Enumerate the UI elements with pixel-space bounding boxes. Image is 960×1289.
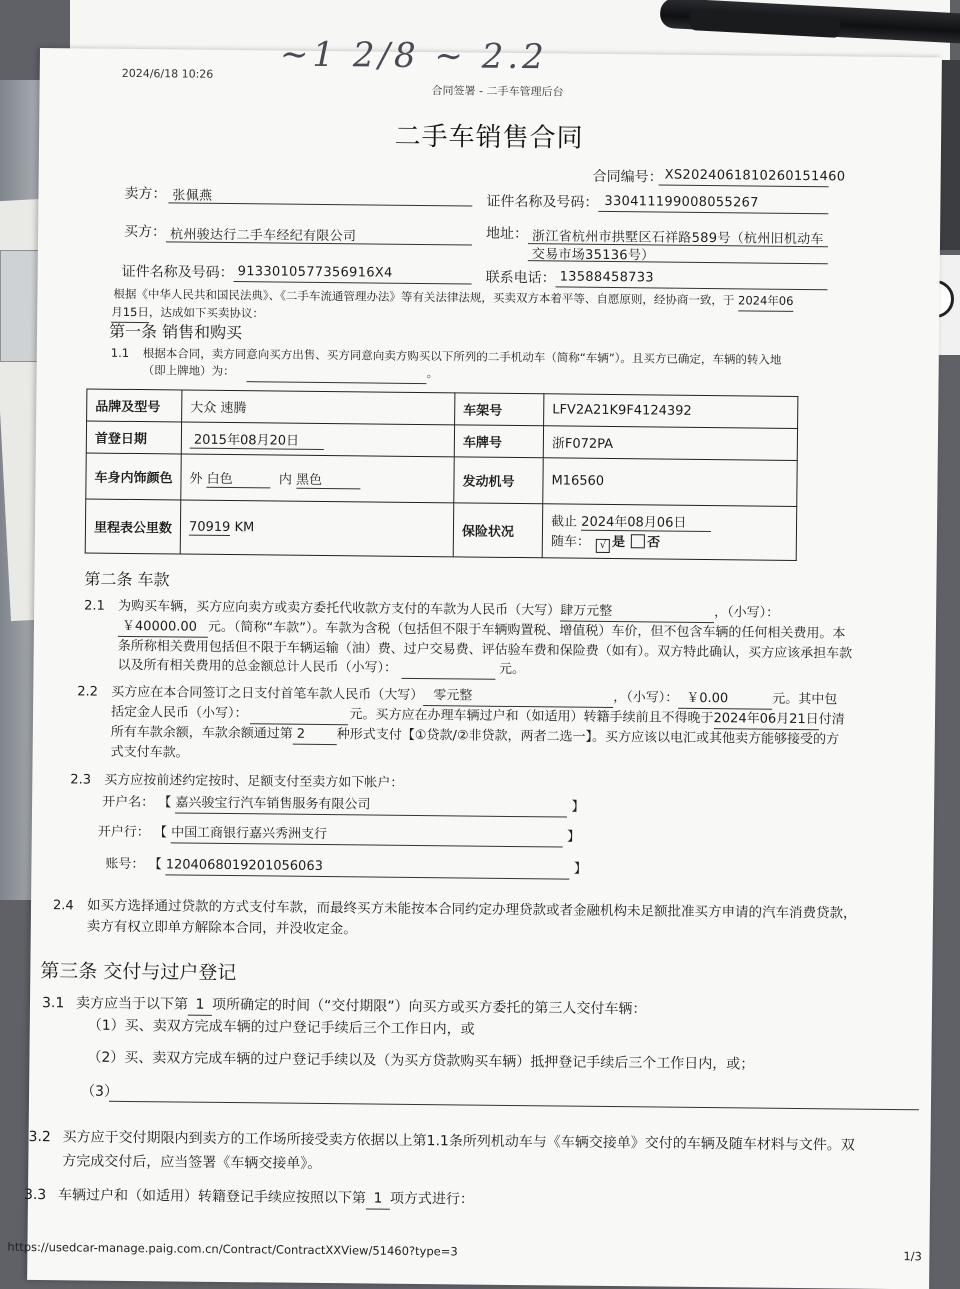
account-no-bracket-right: 】 (573, 861, 587, 877)
art2-n23: 2.3 (70, 772, 92, 788)
brand-label: 品牌及型号 (87, 389, 182, 422)
deposit-blank (249, 704, 347, 725)
art2-n22: 2.2 (77, 684, 99, 700)
first-payment-capital: 零元整 (423, 686, 613, 708)
art2-p22c-end: 种形式支付【①贷款/②非贷款，两者二选一】。买方应该以电汇或其他卖方能够接受的方 (336, 727, 840, 748)
reg-date-value: 2015年08月20日 (190, 428, 324, 449)
art3-n33: 3.3 (23, 1186, 47, 1204)
insurance-deadline: 2024年08月06日 (581, 510, 711, 531)
account-name-row (102, 793, 585, 818)
contract-no-underline (659, 184, 829, 187)
insurance-deadline-line (551, 510, 788, 532)
buyer-address-line2: 交易市场35136号） (531, 247, 655, 264)
art2-p22b: 括定金人民币（小写）： (110, 704, 248, 722)
table-row (86, 453, 797, 506)
vehicle-info-table (85, 389, 799, 561)
art2-p21d: 以及所有相关费用的总金额总计人民币（小写）： (117, 657, 398, 676)
contract-no-label: 合同编号： (592, 168, 663, 186)
seller-name: 张佩燕 (172, 188, 213, 204)
insurance-label: 保险状况 (453, 503, 543, 558)
buyer-address-line1: 浙江省杭州市拱墅区石祥路589号（杭州旧机动车 (531, 229, 824, 248)
art1-p11b: （即上牌地）为： (142, 363, 235, 379)
mileage-cell (180, 500, 454, 557)
total-amount-blank (401, 659, 495, 680)
delivery-option-3-underline (109, 1101, 919, 1110)
price-amount: ￥40000.00 (118, 617, 208, 638)
transfer-destination-blank (247, 362, 427, 384)
art2-p22a-end: 元。其中包 (772, 691, 838, 708)
print-datetime: 2024/6/18 10:26 (121, 66, 214, 81)
account-name-bracket-left: 【 (158, 795, 172, 811)
buyer-address-label: 地址： (485, 225, 529, 243)
preamble-text1: 根据《中华人民共和国民法典》、《二手车流通管理办法》等有关法律法规，买卖双方本着平等、自愿原则，经协商一致，于 (113, 286, 735, 308)
contract-title: 二手车销售合同 (394, 121, 584, 154)
buyer-id-label: 证件名称及号码： (121, 263, 234, 282)
account-no-bracket-left: 【 (148, 857, 162, 873)
table-row (85, 499, 797, 560)
seller-id-label: 证件名称及号码： (486, 193, 599, 211)
insurance-with-car-line (551, 530, 788, 554)
first-payment-amount: ￥0.00 (678, 689, 772, 710)
art2-p21-small-label: ，（小写）： (714, 605, 780, 621)
art1-n11: 1.1 (110, 345, 130, 360)
art2-p21a: 为购买车辆，买方应向卖方或卖方委托代收款方支付的车款为人民币（大写） (118, 598, 561, 619)
exterior-color: 白色 (207, 467, 271, 488)
insurance-cell (542, 504, 797, 561)
plate-value: 浙F072PA (543, 426, 797, 461)
art2-p24a: 如买方选择通过贷款的方式支付车款，而最终买方未能按本合同约定办理贷款或者金融机构未足额批准买方申请的汽车消费贷款， (86, 897, 857, 922)
insurance-yes-checkbox[interactable]: √ (596, 538, 610, 552)
engine-label: 发动机号 (454, 457, 543, 504)
interior-color: 黑色 (296, 468, 360, 489)
account-no-row (105, 855, 587, 880)
balance-deadline: 2024年06月21日 (713, 709, 818, 730)
art1-p11c: 。 (426, 366, 439, 381)
article3-title: 第三条 交付与过户登记 (40, 960, 237, 985)
vin-label: 车架号 (455, 393, 544, 426)
print-system-title: 合同签署 - 二手车管理后台 (431, 84, 564, 99)
art2-p22b-mid: 元。买方应在办理车辆过户和（如适用）转籍手续前且不得晚于 (349, 707, 714, 727)
buyer-id-underline (234, 281, 472, 284)
account-name-label: 开户名： (102, 794, 155, 811)
art2-p22b-end: 付清 (818, 712, 845, 728)
buyer-id-value: 9133010577356916X4 (237, 264, 393, 281)
art3-p33b: 项方式进行： (389, 1190, 475, 1208)
seller-id-underline (598, 211, 828, 214)
art1-p11a: 根据本合同，卖方同意向买方出售、买方同意向卖方购买以下所列的二手机动车（简称“车辆”）。且买方已确定，车辆的转入地 (142, 346, 782, 367)
handwritten-scribble: ~1 2/8 ~ 2.2 (279, 34, 548, 78)
mileage-label: 里程表公里数 (85, 499, 181, 554)
art2-p21-line4 (117, 656, 525, 680)
bank-value: 中国工商银行嘉兴秀洲支行 (171, 823, 563, 847)
plate-label: 车牌号 (454, 425, 543, 458)
art3-p33-line (58, 1186, 474, 1210)
color-label: 车身内饰颜色 (86, 453, 181, 500)
buyer-phone-value: 13588458733 (559, 269, 654, 286)
reg-date-label: 首登日期 (86, 421, 181, 454)
preamble-date-a: 2024年06 (738, 291, 794, 312)
delivery-option-2: （2）买、卖双方完成车辆的过户登记手续以及（为买方贷款购买车辆）抵押登记手续后三个工作日内，或； (87, 1049, 755, 1073)
art2-p21b: 元。（简称“车款”）。车款为含税（包括但不限于车辆购置税、增值税）车价，但不包含车辆的任何相关费用。本 (207, 619, 846, 642)
insurance-with-car-label: 随车： (550, 533, 590, 550)
art2-p21c: 条所称相关费用包括但不限于车辆运输（油）费、过户交易费、评估验车费和保险费（如有）。双方特此确认，买方应该承担车款 (117, 638, 853, 662)
art2-p24b: 卖方有权立即单方解除本合同，并没收定金。 (86, 918, 357, 938)
art3-p31b: 项所确定的时间（“交付期限”）向买方或买方委托的第三人交付车辆： (211, 996, 647, 1018)
buyer-phone-label: 联系电话： (485, 269, 556, 287)
brand-value: 大众 速腾 (182, 390, 455, 425)
bank-label: 开户行： (97, 824, 150, 841)
transfer-option: 1 (366, 1189, 390, 1209)
exterior-prefix: 外 (189, 471, 203, 487)
preamble-date-b: 月15日 (111, 303, 149, 323)
art2-p23: 买方应按前述约定按时、足额支付至卖方如下帐户： (104, 772, 404, 791)
insurance-no-checkbox[interactable] (631, 534, 645, 548)
preamble-text2: ，达成如下买卖协议： (148, 305, 264, 321)
delivery-option-1: （1）买、卖双方完成车辆的过户登记手续后三个工作日内，或 (87, 1017, 475, 1038)
article2-title: 第二条 车款 (84, 569, 170, 590)
buyer-name: 杭州骏达行二手车经纪有限公司 (169, 227, 357, 245)
art3-n31: 3.1 (41, 995, 65, 1012)
art2-p22a: 买方应在本合同签订之日支付首笔车款人民币（大写） (111, 684, 424, 704)
price-capital: 肆万元整 (560, 601, 714, 623)
bank-bracket-right: 】 (567, 829, 581, 845)
art3-n32: 3.2 (28, 1128, 51, 1146)
vin-value: LFV2A21K9F4124392 (544, 394, 798, 429)
account-name-value: 嘉兴骏宝行汽车销售服务有限公司 (175, 793, 567, 817)
art1-p11b-line (143, 361, 439, 384)
interior-prefix: 内 (278, 472, 293, 488)
footer-url: https://usedcar-manage.paig.com.cn/Contract/ContractXXView/51460?type=3 (7, 1239, 458, 1259)
contract-no-value: XS2024061810260151460 (664, 167, 846, 185)
art2-p22c: 所有车款余额，车款余额通过第 (110, 724, 293, 742)
seller-name-underline (168, 202, 472, 206)
art3-p32b: 方完成交付后，应当签署《车辆交接单》。 (62, 1153, 322, 1173)
art3-p33a: 车辆过户和（如适用）转籍登记手续应按照以下第 (57, 1187, 367, 1207)
art3-p32a: 买方应于交付期限内到卖方的工作场所接受卖方依据以上第1.1条所列机动车与《车辆交接单》交付的车辆及随车材料与文件。双 (62, 1129, 855, 1154)
art2-n24: 2.4 (52, 898, 74, 914)
seller-id-value: 330411199008055267 (604, 193, 759, 211)
footer-page: 1/3 (903, 1249, 922, 1264)
insurance-no-label: 否 (647, 534, 661, 551)
bank-bracket-left: 【 (153, 825, 168, 841)
account-no-label: 账号： (105, 856, 145, 873)
delivery-option-3-label: （3） (80, 1083, 119, 1100)
art2-p22d: 式支付车款。 (110, 744, 189, 761)
color-cell (181, 454, 454, 503)
bank-row (98, 823, 581, 848)
art3-p31a: 卖方应当于以下第 (75, 995, 189, 1013)
insurance-yes-label: 是 (611, 534, 626, 550)
art2-n21: 2.1 (84, 598, 105, 614)
mileage-value: 70919 (188, 519, 231, 535)
buyer-name-underline (166, 241, 472, 245)
payment-method: 2 (293, 725, 337, 745)
mileage-unit: KM (234, 519, 255, 535)
account-name-bracket-right: 】 (571, 799, 585, 815)
contract-page (7, 34, 942, 1289)
insurance-deadline-prefix: 截止 (550, 513, 578, 530)
reg-date-cell (181, 422, 454, 457)
art2-p22-small-label: ，（小写）： (613, 690, 679, 706)
delivery-option: 1 (188, 996, 212, 1016)
article1-title: 第一条 销售和购买 (108, 321, 243, 343)
buyer-label: 买方： (123, 223, 167, 241)
seller-label: 卖方： (124, 185, 167, 203)
engine-value: M16560 (543, 458, 797, 507)
art2-p21d-end: 元。 (498, 661, 526, 678)
account-no-value: 1204068019201056063 (166, 855, 570, 879)
